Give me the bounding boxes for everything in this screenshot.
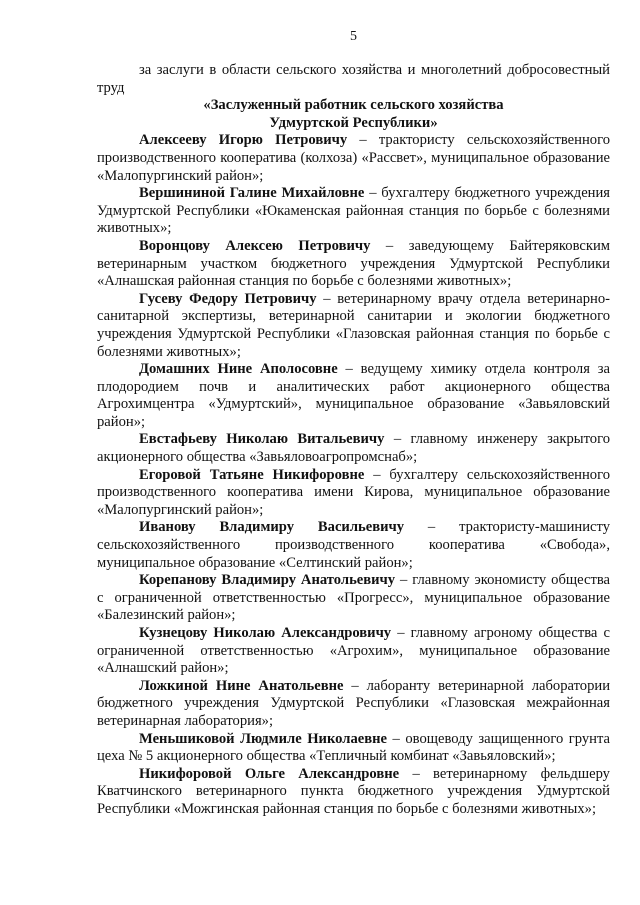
list-item bbox=[97, 291, 610, 361]
recipient-description: – главному экономисту общества с ограниченной ответственностью «Прогресс», муниципальное образование «Балезинский район»; bbox=[97, 572, 610, 624]
award-title-line1: «Заслуженный работник сельского хозяйства bbox=[203, 97, 504, 114]
recipient-description: – трактористу сельскохозяйственного производственного кооператива (колхоза) «Рассвет», муниципальное образование «Малопургинский район»; bbox=[97, 132, 610, 184]
list-item bbox=[97, 678, 610, 731]
list-item bbox=[97, 467, 610, 520]
recipient-name: Корепанову Владимиру Анатольевичу bbox=[139, 572, 396, 589]
recipient-name: Гусеву Федору Петровичу bbox=[139, 290, 317, 307]
list-item bbox=[97, 766, 610, 819]
recipient-name: Меньшиковой Людмиле Николаевне bbox=[139, 730, 388, 747]
recipient-name: Кузнецову Николаю Александровичу bbox=[139, 625, 392, 641]
list-item bbox=[97, 572, 610, 625]
recipient-name: Алексееву Игорю Петровичу bbox=[139, 132, 348, 149]
list-item bbox=[97, 361, 610, 431]
page-number: 5 bbox=[350, 29, 357, 44]
document-page bbox=[97, 28, 610, 819]
award-title bbox=[97, 97, 610, 132]
list-item bbox=[97, 625, 610, 678]
recipient-description: – трактористу-машинисту сельскохозяйственного производственного кооператива «Свобода», муниципальное образование «Селтинский район»; bbox=[97, 519, 610, 571]
list-item bbox=[97, 238, 610, 291]
recipient-name: Ложкиной Нине Анатольевне bbox=[139, 677, 344, 694]
recipient-name: Домашних Нине Аполосовне bbox=[139, 361, 338, 378]
recipient-description: – ветеринарному врачу отдела ветеринарно-санитарной экспертизы, ветеринарной санитарии и экологии бюджетного учреждения Удмуртской Республики «Глазовская районная станция по борьбе с болезнями животных»; bbox=[97, 290, 610, 360]
recipient-name: Вершининой Галине Михайловне bbox=[139, 185, 365, 202]
list-item bbox=[97, 185, 610, 238]
recipient-name: Иванову Владимиру Васильевичу bbox=[139, 519, 405, 536]
recipient-description: – главному агроному общества с ограниченной ответственностью «Агрохим», муниципальное образование «Алнашский район»; bbox=[97, 625, 610, 677]
recipient-name: Евстафьеву Николаю Витальевичу bbox=[139, 431, 385, 448]
recipient-description: – главному инженеру закрытого акционерного общества «Завьяловоагропромснаб»; bbox=[97, 431, 610, 466]
list-item bbox=[97, 431, 610, 466]
recipient-description: – заведующему Байтеряковским ветеринарным участком бюджетного учреждения Удмуртской Республики «Алнашская районная станция по борьбе с болезнями животных»; bbox=[97, 237, 611, 290]
recipient-description: – ветеринарному фельдшеру Кватчинского ветеринарного пункта бюджетного учреждения Удмуртской Республики «Можгинская районная станция по борьбе с болезнями животных»; bbox=[97, 765, 610, 817]
intro-paragraph: за заслуги в области сельского хозяйства и многолетний добросовестный труд bbox=[97, 62, 610, 96]
recipient-description: – бухгалтеру сельскохозяйственного производственного кооператива имени Кирова, муниципальное образование «Малопургинский район»; bbox=[97, 466, 611, 518]
list-item bbox=[97, 519, 610, 572]
list-item bbox=[97, 731, 610, 766]
recipient-name: Никифоровой Ольге Александровне bbox=[139, 765, 400, 782]
award-title-line2: Удмуртской Республики» bbox=[269, 114, 438, 131]
recipient-description: – бухгалтеру бюджетного учреждения Удмуртской Республики «Юкаменская районная станция по борьбе с болезнями животных»; bbox=[97, 185, 611, 237]
recipient-name: Егоровой Татьяне Никифоровне bbox=[139, 466, 365, 483]
recipient-description: – овощеводу защищенного грунта цеха № 5 акционерного общества «Тепличный комбинат «Завьяловский»; bbox=[97, 730, 610, 765]
list-item bbox=[97, 132, 610, 185]
recipient-description: – лаборанту ветеринарной лаборатории бюджетного учреждения Удмуртской Республики «Глазовская межрайонная ветеринарная лаборатория»; bbox=[97, 677, 610, 729]
recipient-description: – ведущему химику отдела контроля за плодородием почв и аналитических работ акционерного общества Агрохимцентра «Удмуртский», муниципальное образование «Завьяловский район»; bbox=[97, 361, 610, 430]
recipient-name: Воронцову Алексею Петровичу bbox=[139, 237, 371, 254]
